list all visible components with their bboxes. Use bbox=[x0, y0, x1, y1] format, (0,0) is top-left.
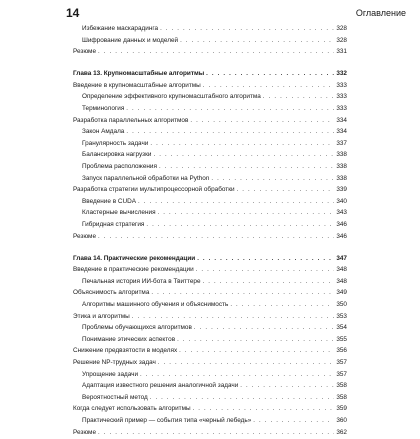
toc-entry-page: 355 bbox=[336, 335, 347, 343]
toc-entry-page: 349 bbox=[336, 289, 347, 297]
toc-entry-page: 338 bbox=[336, 163, 347, 171]
dot-leader bbox=[230, 300, 334, 312]
chapter-gap bbox=[73, 58, 347, 69]
toc-entry-page: 333 bbox=[336, 93, 347, 101]
toc-entry-page: 340 bbox=[336, 197, 347, 205]
dot-leader bbox=[203, 277, 335, 289]
toc-section-entry bbox=[73, 115, 347, 127]
toc-subsection-entry bbox=[73, 138, 347, 150]
toc-chapter-entry bbox=[73, 68, 347, 80]
toc-subsection-entry bbox=[73, 369, 347, 381]
toc-entry-title: Балансировка нагрузки bbox=[82, 151, 152, 159]
dot-leader bbox=[98, 232, 334, 244]
toc-entry-page: 359 bbox=[336, 405, 347, 413]
toc-entry-title: Алгоритмы машинного обучения и объяснимость bbox=[82, 301, 229, 309]
toc-entry-page: 333 bbox=[336, 105, 347, 113]
dot-leader bbox=[177, 335, 334, 347]
dot-leader bbox=[197, 254, 334, 266]
page-header bbox=[0, 0, 420, 20]
toc-entry-page: 334 bbox=[336, 116, 347, 124]
toc-entry-page: 339 bbox=[336, 186, 347, 194]
toc-subsection-entry bbox=[73, 299, 347, 311]
toc-entry-page: 337 bbox=[336, 139, 347, 147]
toc-entry-title: Введение в крупномасштабные алгоритмы bbox=[73, 81, 201, 89]
toc-entry-title: Снижение предвзятости в моделях bbox=[73, 347, 178, 355]
toc-entry-title: Этика и алгоритмы bbox=[73, 312, 130, 320]
toc-subsection-entry bbox=[73, 415, 347, 427]
dot-leader bbox=[240, 381, 334, 393]
toc-entry-page: 328 bbox=[336, 36, 347, 44]
toc-entry-title: Разработка параллельных алгоритмов bbox=[73, 116, 189, 124]
toc-entry-title: Запуск параллельной обработки на Python bbox=[82, 174, 210, 182]
toc-section-entry bbox=[73, 345, 347, 357]
toc-entry-title: Адаптация известного решения аналогичной задачи bbox=[82, 382, 239, 390]
dot-leader bbox=[98, 47, 334, 59]
toc-entry-page: 331 bbox=[336, 48, 347, 56]
toc-entry-page: 338 bbox=[336, 174, 347, 182]
toc-entry-page: 348 bbox=[336, 266, 347, 274]
toc-entry-title: Понимание этических аспектов bbox=[82, 335, 176, 343]
toc-subsection-entry bbox=[73, 380, 347, 392]
toc-entry-page: 356 bbox=[336, 347, 347, 355]
toc-chapter-entry bbox=[73, 253, 347, 265]
toc-entry-title: Разработка стратегии мультипроцессорной обработки bbox=[73, 186, 235, 194]
chapter-gap bbox=[73, 242, 347, 253]
toc-entry-page: 358 bbox=[336, 393, 347, 401]
toc-entry-title: Глава 14. Практические рекомендации bbox=[73, 254, 196, 262]
dot-leader bbox=[126, 127, 334, 139]
toc-entry-title: Проблемы обучающихся алгоритмов bbox=[82, 324, 192, 332]
toc-entry-page: 357 bbox=[336, 359, 347, 367]
toc-entry-page: 358 bbox=[336, 382, 347, 390]
toc-entry-title: Глава 13. Крупномасштабные алгоритмы bbox=[73, 70, 205, 78]
toc-entry-page: 362 bbox=[336, 428, 347, 436]
dot-leader bbox=[150, 139, 334, 151]
toc-subsection-entry bbox=[73, 322, 347, 334]
toc-entry-page: 350 bbox=[336, 301, 347, 309]
toc-section-entry bbox=[73, 231, 347, 243]
toc-subsection-entry bbox=[73, 149, 347, 161]
toc-subsection-entry bbox=[73, 276, 347, 288]
running-head: Оглавление bbox=[355, 8, 406, 18]
toc-entry-page: 348 bbox=[336, 277, 347, 285]
toc-subsection-entry bbox=[73, 161, 347, 173]
toc-entry-title: Решение NP-трудных задач bbox=[73, 359, 156, 367]
toc-entry-title: Шифрование данных и моделей bbox=[82, 36, 179, 44]
toc-subsection-entry bbox=[73, 196, 347, 208]
toc-entry-title: Гранулярность задачи bbox=[82, 139, 149, 147]
dot-leader bbox=[263, 92, 334, 104]
toc-entry-title: Резюме bbox=[73, 428, 96, 436]
toc-entry-page: 334 bbox=[336, 128, 347, 136]
toc-subsection-entry bbox=[73, 35, 347, 47]
toc-subsection-entry bbox=[73, 219, 347, 231]
toc-entry-title: Объяснимость алгоритма bbox=[73, 289, 150, 297]
toc-subsection-entry bbox=[73, 207, 347, 219]
toc-section-entry bbox=[73, 427, 347, 439]
toc-entry-page: 343 bbox=[336, 209, 347, 217]
toc-entry-page: 354 bbox=[336, 324, 347, 332]
dot-leader bbox=[138, 197, 334, 209]
toc-entry-title: Кластерные вычисления bbox=[82, 209, 156, 217]
toc-entry-page: 347 bbox=[336, 254, 347, 262]
toc-entry-title: Избежание маскарадинга bbox=[82, 25, 159, 32]
toc-entry-title: Упрощение задачи bbox=[82, 370, 139, 378]
toc-subsection-entry bbox=[73, 173, 347, 185]
toc-entry-title: Закон Амдала bbox=[82, 128, 125, 136]
toc-entry-title: Введение в CUDA bbox=[82, 197, 136, 205]
toc-subsection-entry bbox=[73, 103, 347, 115]
toc-entry-page: 357 bbox=[336, 370, 347, 378]
toc-entry-title: Вероятностный метод bbox=[82, 393, 148, 401]
dot-leader bbox=[160, 24, 334, 36]
dot-leader bbox=[194, 323, 334, 335]
toc-section-entry bbox=[73, 311, 347, 323]
dot-leader bbox=[237, 185, 335, 197]
dot-leader bbox=[190, 116, 334, 128]
table-of-contents bbox=[73, 23, 347, 438]
toc-entry-page: 333 bbox=[336, 81, 347, 89]
dot-leader bbox=[206, 69, 334, 81]
toc-entry-title: Печальная история ИИ-бота в Твиттере bbox=[82, 277, 201, 285]
toc-entry-title: Гибридная стратегия bbox=[82, 221, 145, 228]
toc-section-entry bbox=[73, 264, 347, 276]
toc-entry-page: 360 bbox=[336, 417, 347, 424]
toc-entry-title: Проблема расположения bbox=[82, 163, 157, 171]
toc-section-entry bbox=[73, 184, 347, 196]
toc-entry-title: Определение эффективного крупномасштабного алгоритма bbox=[82, 93, 261, 101]
toc-entry-title: Введение в практические рекомендации bbox=[73, 266, 194, 274]
dot-leader bbox=[158, 358, 335, 370]
toc-entry-page: 338 bbox=[336, 151, 347, 159]
toc-subsection-entry bbox=[73, 23, 347, 35]
toc-section-entry bbox=[73, 46, 347, 58]
dot-leader bbox=[179, 346, 334, 358]
dot-leader bbox=[196, 265, 335, 277]
toc-entry-page: 353 bbox=[336, 312, 347, 320]
toc-entry-page: 346 bbox=[336, 232, 347, 240]
toc-subsection-entry bbox=[73, 392, 347, 404]
dot-leader bbox=[98, 428, 334, 439]
dot-leader bbox=[153, 150, 334, 162]
toc-entry-title: Когда следует использовать алгоритмы bbox=[73, 405, 191, 413]
toc-entry-title: Практический пример — события типа «черный лебедь» bbox=[82, 417, 252, 424]
toc-section-entry bbox=[73, 80, 347, 92]
toc-subsection-entry bbox=[73, 126, 347, 138]
dot-leader bbox=[180, 36, 334, 48]
toc-entry-page: 332 bbox=[336, 70, 347, 78]
toc-subsection-entry bbox=[73, 334, 347, 346]
toc-entry-title: Резюме bbox=[73, 232, 96, 240]
toc-subsection-entry bbox=[73, 91, 347, 103]
toc-entry-page: 346 bbox=[336, 221, 347, 228]
toc-section-entry bbox=[73, 357, 347, 369]
toc-entry-title: Терминология bbox=[82, 105, 125, 113]
toc-entry-title: Резюме bbox=[73, 48, 96, 56]
toc-section-entry bbox=[73, 403, 347, 415]
dot-leader bbox=[253, 416, 334, 428]
page-number: 14 bbox=[66, 6, 80, 20]
dot-leader bbox=[158, 208, 335, 220]
dot-leader bbox=[146, 220, 334, 232]
toc-section-entry bbox=[73, 287, 347, 299]
toc-entry-page: 328 bbox=[336, 25, 347, 32]
